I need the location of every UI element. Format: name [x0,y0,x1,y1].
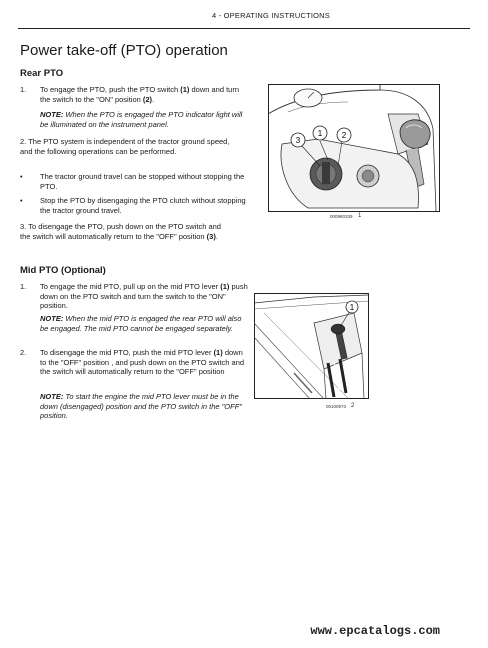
rear-step-2: 2. The PTO system is independent of the tractor ground speed, and the following operations can be performed. [20,137,230,156]
callout-1: 1 [349,303,355,312]
step-number: 1. [20,85,27,94]
figure-code: 00100973 [326,404,347,409]
note-text: NOTE: When the PTO is engaged the PTO indicator light will be illuminated on the instrument panel. [40,110,243,129]
step-number: 2. [20,348,27,357]
bullet-text: The tractor ground travel can be stopped without stopping the PTO. [40,172,245,191]
figure-number: 1 [358,213,362,219]
figure-number: 2 [351,403,355,409]
bullet-mark: • [20,196,23,205]
page-header [18,0,470,29]
watermark: www.epcatalogs.com [310,624,440,638]
step-text: To engage the PTO, push the PTO switch (1) down and turn the switch to the "ON" position (2). [40,85,240,104]
bullet-text: Stop the PTO by disengaging the PTO clutch without stopping the tractor ground travel. [40,196,246,215]
mid-pto-heading: Mid PTO (Optional) [20,265,106,276]
note-text: NOTE: When the mid PTO is engaged the rear PTO will also be engaged. The mid PTO cannot be engaged separately. [40,314,242,333]
step-text: To engage the mid PTO, pull up on the mid PTO lever (1) push down on the PTO switch and turn the switch to the "ON" position. [40,282,248,311]
pto-switch-illustration [268,84,440,212]
step-number: 1. [20,282,27,291]
step-text: To disengage the mid PTO, push the mid PTO lever (1) down to the "OFF" position , and push down on the PTO switch and the switch will automatically return to the "OFF" position [40,348,245,377]
rear-step-3: 3. To disengage the PTO, push down on the PTO switch and the switch will automatically return to the "OFF" position (3). [20,222,221,241]
figure-1 [268,84,440,219]
chapter-title: 4 - OPERATING INSTRUCTIONS [212,11,330,20]
figure-code: 000960339 [330,214,353,219]
page-title: Power take-off (PTO) operation [20,42,228,59]
note-text: NOTE: To start the engine the mid PTO lever must be in the down (disengaged) position and the PTO switch in the "OFF" position. [40,392,242,421]
bullet-mark: • [20,172,23,181]
figure-2 [254,293,369,409]
callout-2: 2 [341,131,347,140]
callout-1: 1 [317,129,323,138]
mid-pto-lever-illustration [254,293,369,399]
callout-3: 3 [295,136,301,145]
rear-pto-heading: Rear PTO [20,68,64,79]
